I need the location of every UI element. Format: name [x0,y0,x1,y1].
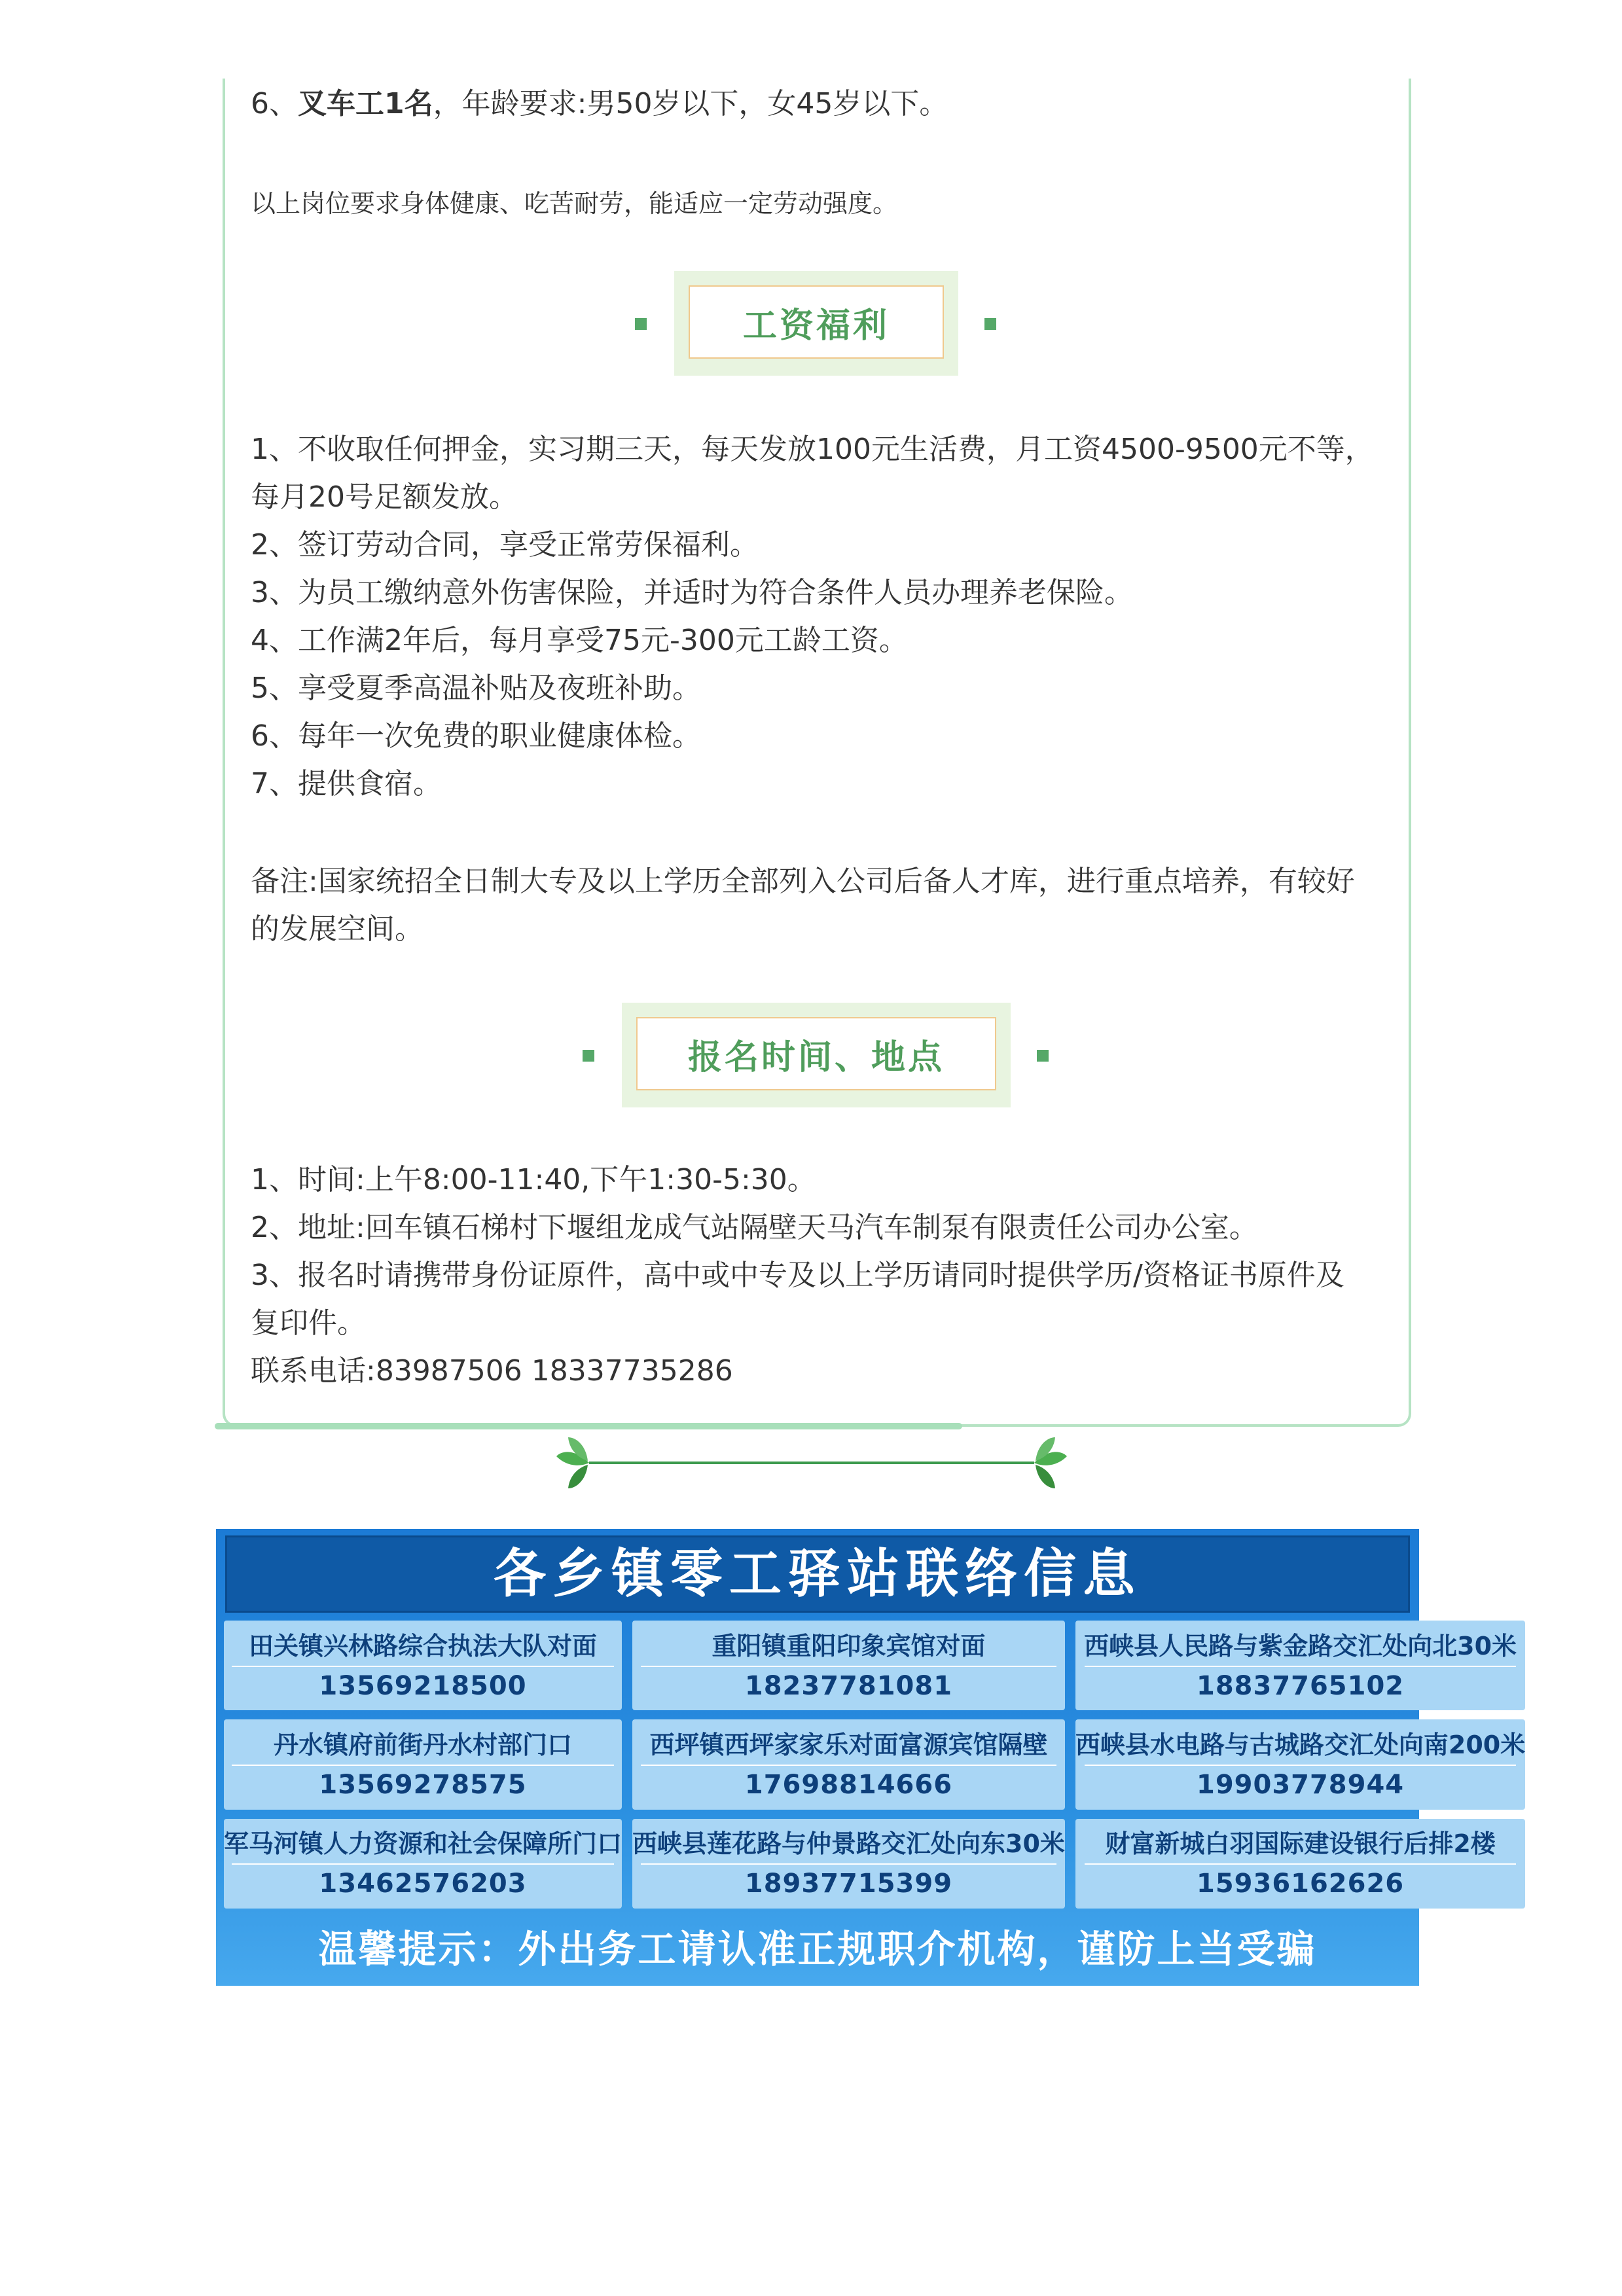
station-phone: 19903778944 [1196,1769,1405,1800]
station-address: 西坪镇西坪家家乐对面富源宾馆隔壁 [649,1730,1048,1759]
station-panel-title: 各乡镇零工驿站联络信息 [225,1535,1410,1613]
station-address: 重阳镇重阳印象宾馆对面 [712,1631,986,1660]
requirement-item-6 [251,80,948,128]
station-phone: 13569278575 [319,1769,527,1800]
registration-item: 3、报名时请携带身份证原件，高中或中专及以上学历请同时提供学历/资格证书原件及 [251,1259,1344,1292]
station-info-panel [216,1529,1526,1986]
leaf-divider [550,1433,1073,1492]
requirement-item-6-rest: ，年龄要求:男50岁以下，女45岁以下。 [433,87,948,120]
square-bullet-icon [583,1050,594,1062]
requirement-item-6-prefix: 6、 [251,87,298,120]
station-grid [224,1621,1526,1909]
station-cell [632,1719,1065,1809]
station-cell [1075,1621,1525,1710]
station-cell [632,1819,1065,1909]
station-cell [224,1719,622,1809]
station-phone: 13569218500 [319,1670,527,1701]
registration-contact: 联系电话:83987506 18337735286 [251,1354,733,1388]
station-cell [224,1621,622,1710]
registration-item: 复印件。 [251,1306,366,1340]
station-cell [224,1819,622,1909]
station-cell [1075,1719,1525,1809]
section-title-registration: 报名时间、地点 [636,1017,996,1090]
station-address: 西峡县水电路与古城路交汇处向南200米 [1075,1730,1526,1759]
station-cell [632,1621,1065,1710]
salary-item: 1、不收取任何押金，实习期三天，每天发放100元生活费，月工资4500-9500元不等， [251,433,1374,466]
station-address: 财富新城白羽国际建设银行后排2楼 [1105,1829,1496,1859]
station-address: 军马河镇人力资源和社会保障所门口 [224,1829,622,1859]
square-bullet-icon [984,318,996,330]
section-header-registration [0,1003,1622,1107]
registration-item: 2、地址:回车镇石梯村下堰组龙成气站隔壁天马汽车制泵有限责任公司办公室。 [251,1211,1258,1244]
square-bullet-icon [635,318,647,330]
salary-item: 2、签订劳动合同，享受正常劳保福利。 [251,528,759,562]
card-bottom-bar [215,1423,962,1429]
salary-remark: 的发展空间。 [251,912,424,946]
section-header-salary [0,271,1622,376]
section-title-salary: 工资福利 [689,285,944,359]
station-address: 西峡县人民路与紫金路交汇处向北30米 [1084,1631,1517,1660]
station-phone: 13462576203 [319,1869,527,1899]
station-address: 丹水镇府前街丹水村部门口 [274,1730,573,1759]
salary-item: 6、每年一次免费的职业健康体检。 [251,719,701,753]
salary-item: 3、为员工缴纳意外伤害保险，并适时为符合条件人员办理养老保险。 [251,576,1133,609]
salary-item: 5、享受夏季高温补贴及夜班补助。 [251,672,701,705]
leaf-icon [556,1437,589,1488]
station-phone: 17698814666 [744,1769,953,1800]
salary-item: 7、提供食宿。 [251,767,442,800]
salary-item: 4、工作满2年后，每月享受75元-300元工龄工资。 [251,624,908,657]
station-address: 西峡县莲花路与仲景路交汇处向东30米 [632,1829,1065,1859]
station-phone: 15936162626 [1196,1869,1405,1899]
station-phone: 18937715399 [744,1869,953,1899]
station-phone: 18237781081 [744,1670,953,1701]
salary-remark: 备注:国家统招全日制大专及以上学历全部列入公司后备人才库，进行重点培养，有较好 [251,865,1355,898]
requirement-item-6-bold: 叉车工1名 [298,87,433,120]
registration-item: 1、时间:上午8:00-11:40,下午1:30-5:30。 [251,1163,816,1196]
square-bullet-icon [1037,1050,1049,1062]
station-address: 田关镇兴林路综合执法大队对面 [249,1631,598,1660]
station-phone: 18837765102 [1196,1670,1405,1701]
leaf-icon [1034,1437,1067,1488]
salary-item: 每月20号足额发放。 [251,480,518,514]
warning-tip: 温馨提示：外出务工请认准正规职介机构，谨防上当受骗 [318,1927,1317,1971]
requirement-note: 以上岗位要求身体健康、吃苦耐劳，能适应一定劳动强度。 [251,189,898,218]
station-cell [1075,1819,1525,1909]
